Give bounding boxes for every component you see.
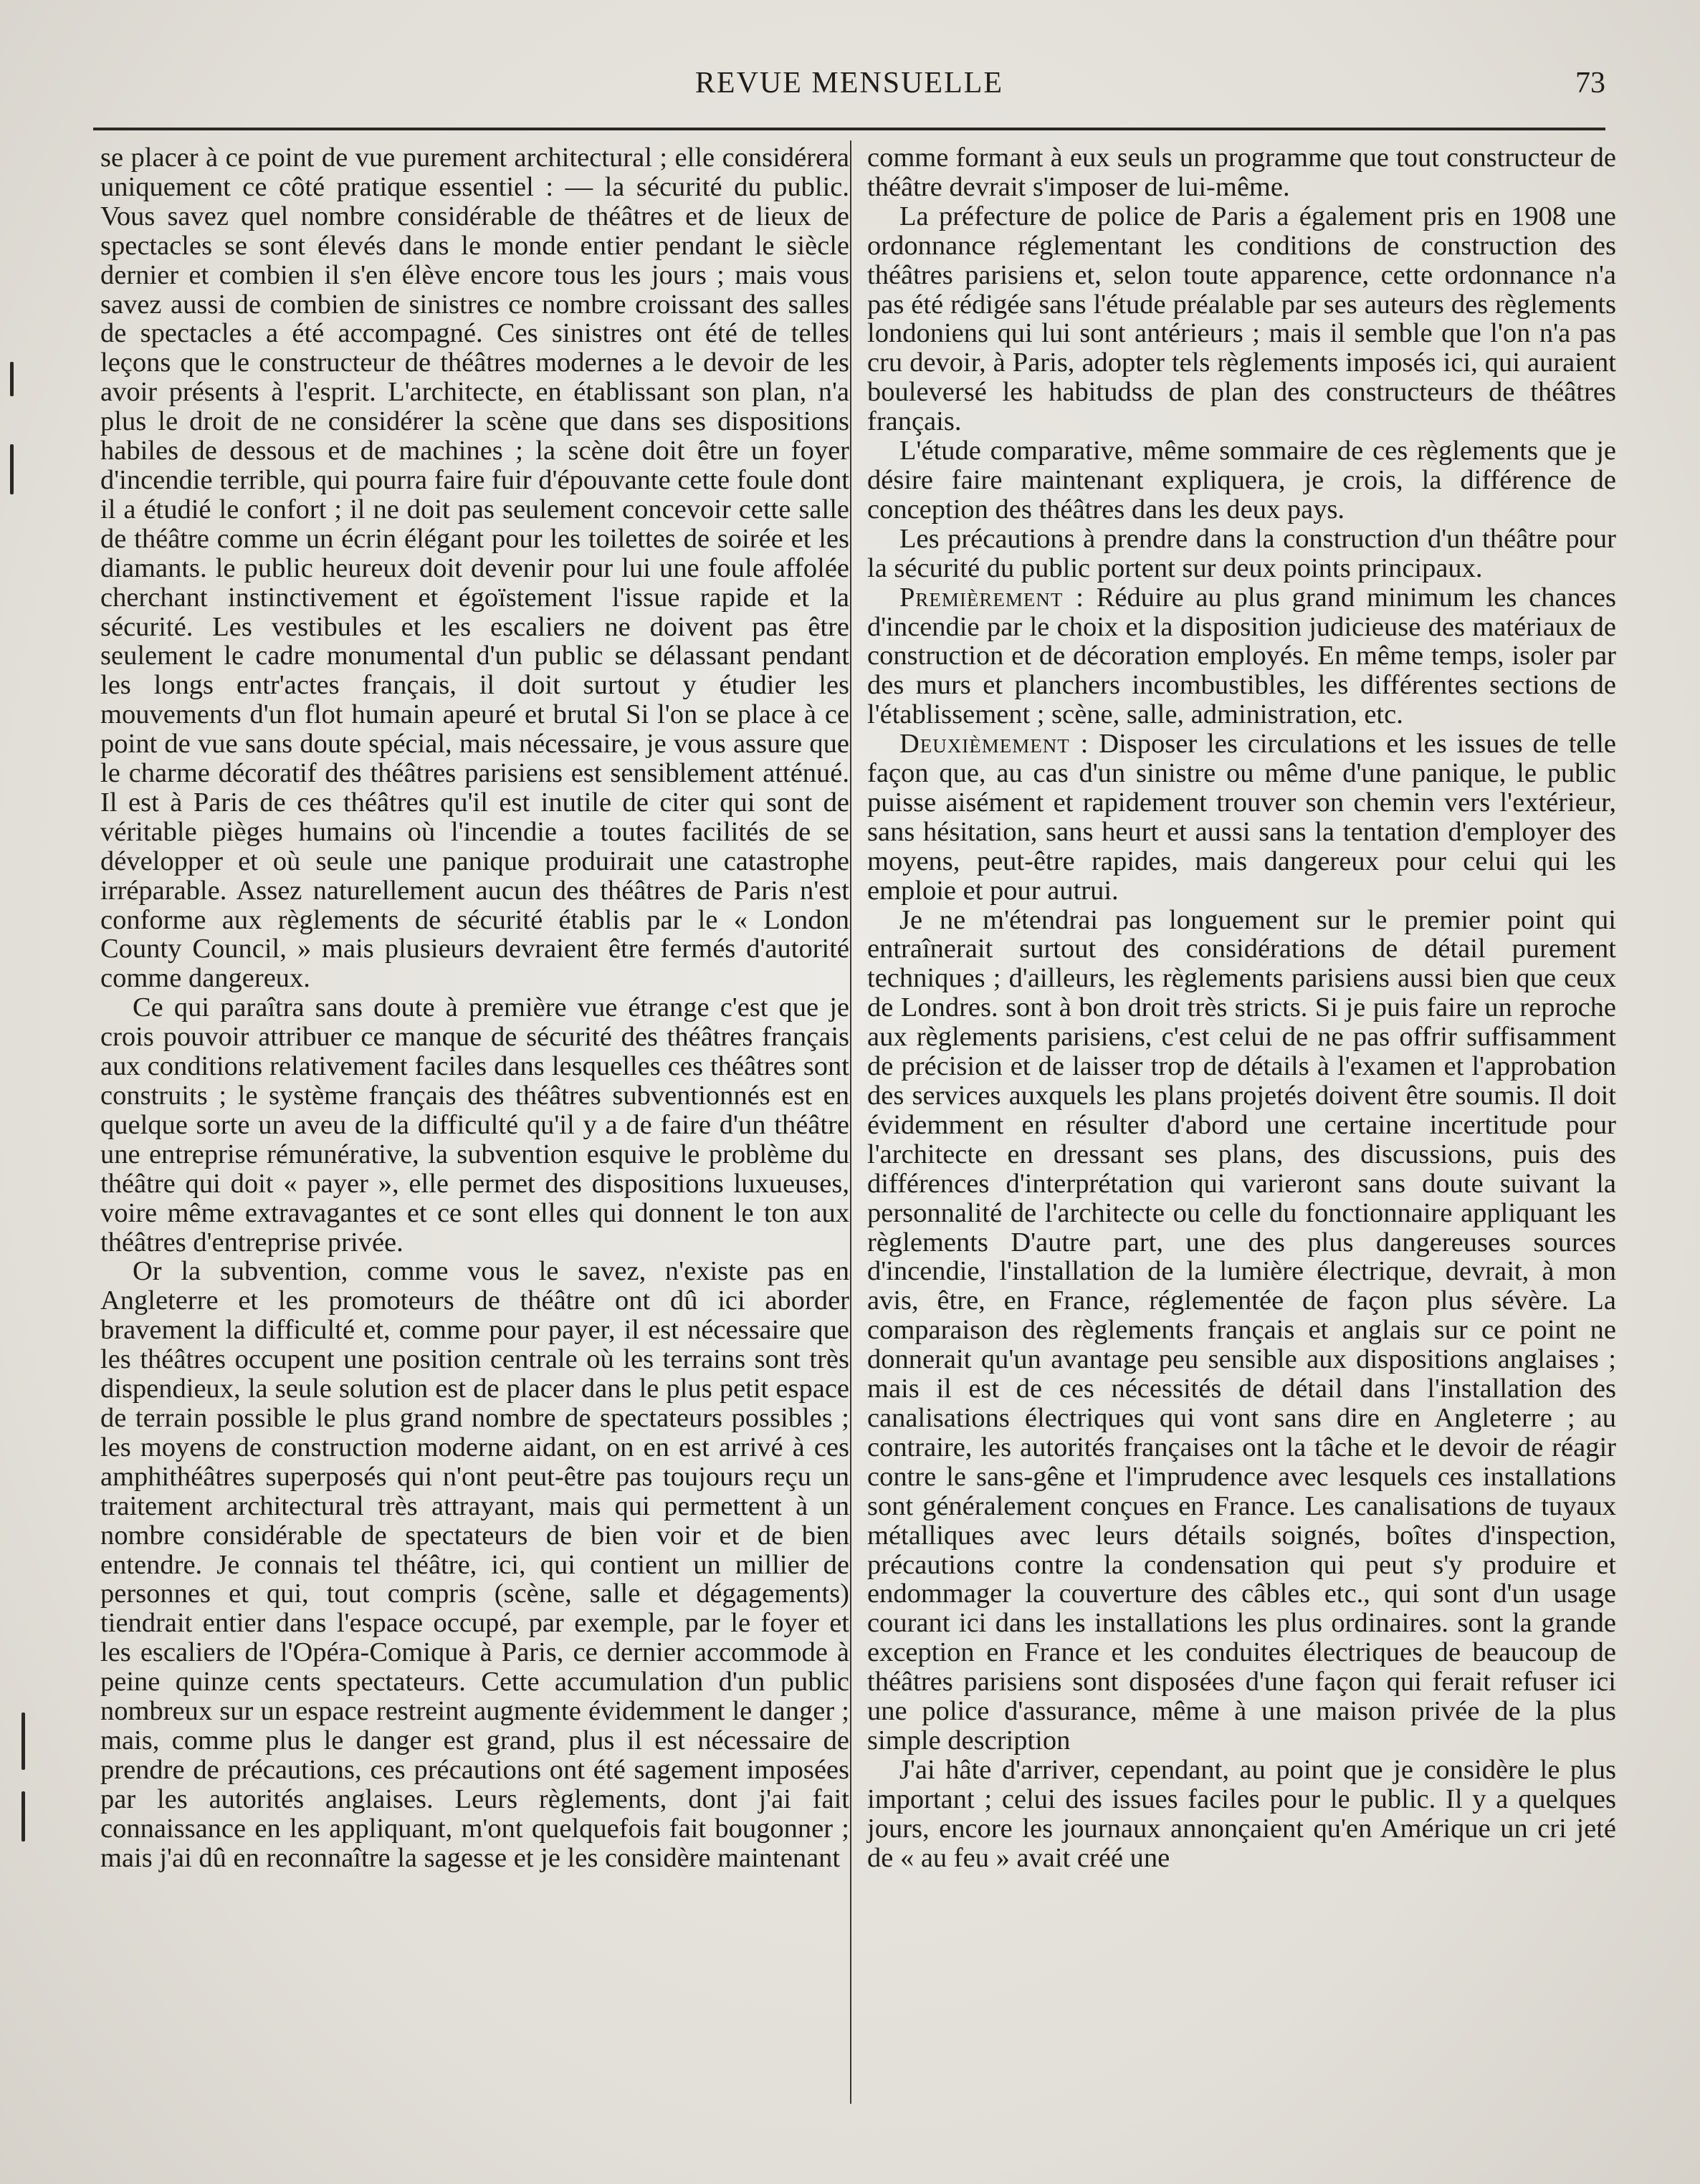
paragraph: La préfecture de police de Paris a également pris en 1908 une ordonnance réglementant les conditions de construction des théâtres parisiens et, selon toute apparence, cette ordonnance n'a pas été rédigée sans l'étude préalable par ses auteurs des règlements londoniens qui lui sont antérieurs ; mais il semble que l'on n'a pas cru devoir, à Paris, adopter tels règlements imposés ici, qui auraient bouleversé les habitudss de plan des constructeurs de théâtres français. (867, 201, 1616, 437)
paragraph-deuxiemement (867, 729, 1616, 905)
paragraph: se placer à ce point de vue purement architectural ; elle considérera uniquement ce côté pratique essentiel : — la sécurité du public. Vous savez quel nombre considérable de théâtres et de lieux de spectacles se sont élevés dans le monde entier pendant le siècle dernier et combien il s'en élève encore tous les jours ; mais vous savez aussi de combien de sinistres ce nombre croissant des salles de spectacles a été accompagné. Ces sinistres ont été de telles leçons que le constructeur de théâtres modernes a le devoir de les avoir présents à l'esprit. L'architecte, en établissant son plan, n'a plus le droit de ne considérer la scène que dans ses dispositions habiles de dessous et de machines ; la scène doit être un foyer d'incendie terrible, qui pourra faire fuir d'épouvante cette foule dont il a étudié le confort ; il ne doit pas seulement concevoir cette salle de théâtre comme un écrin élégant pour les toilettes de soirée et les diamants. le public heureux doit devenir pour lui une foule affolée cherchant instinctivement et égoïstement l'issue rapide et la sécurité. Les vestibules et les escaliers ne doivent pas être seulement le cadre monumental d'un public se délassant pendant les longs entr'actes français, il doit surtout y étudier les mouvements d'un flot humain apeuré et brutal Si l'on se place à ce point de vue sans doute spécial, mais nécessaire, je vous assure que le charme décoratif des théâtres parisiens est sensiblement atténué. Il est à Paris de ces théâtres qu'il est inutile de citer qui sont de véritable pièges humains où l'incendie a toutes facilités de se développer et où seule une panique produirait une catastrophe irréparable. Assez naturellement aucun des théâtres de Paris n'est conforme aux règlements de sécurité établis par le « London County Council, » mais plusieurs devraient être fermés d'autorité comme dangereux. (100, 143, 849, 994)
right-column (867, 143, 1616, 1872)
paragraph: Ce qui paraîtra sans doute à première vue étrange c'est que je crois pouvoir attribuer ce manque de sécurité des théâtres français aux conditions relativement faciles dans lesquelles ces théâtres sont construits ; le système français des théâtres subventionnés est en quelque sorte un aveu de la difficulté qu'il y a de faire d'un théâtre une entreprise rémunérative, la subvention esquive le problème du théâtre qui doit « payer », elle permet des dispositions luxueuses, voire même extravagantes et ce sont elles qui donnent le ton aux théâtres d'entreprise privée. (100, 992, 849, 1258)
paragraph: L'étude comparative, même sommaire de ces règlements que je désire faire maintenant expliquera, je crois, la différence de conception des théâtres dans les deux pays. (867, 436, 1616, 525)
paragraph: Or la subvention, comme vous le savez, n'existe pas en Angleterre et les promoteurs de théâtre ont dû ici aborder bravement la difficulté et, comme pour payer, il est nécessaire que les théâtres occupent une position centrale où les terrains sont très dispendieux, la seule solution est de placer dans le plus petit espace de terrain possible le plus grand nombre de spectateurs possibles ; les moyens de construction moderne aidant, on en est arrivé à ces amphithéâtres superposés qui n'ont peut-être pas toujours reçu un traitement architectural très attrayant, mais qui permettent à un nombre considérable de spectateurs de bien voir et de bien entendre. Je connais tel théâtre, ici, qui contient un millier de personnes et qui, tout compris (scène, salle et dégagements) tiendrait entier dans l'espace occupé, par exemple, par le foyer et les escaliers de l'Opéra-Comique à Paris, ce dernier accommode à peine quinze cents spectateurs. Cette accumulation d'un public nombreux sur un espace restreint augmente évidemment le danger ; mais, comme plus le danger est grand, plus il est nécessaire de prendre de précautions, ces précautions ont été sagement imposées par les autorités anglaises. Leurs règlements, dont j'ai fait connaissance en les appliquant, m'ont quelquefois fait bougonner ; mais j'ai dû en reconnaître la sagesse et je les considère maintenant (100, 1256, 849, 1873)
margin-mark (10, 362, 14, 396)
margin-mark (10, 444, 14, 494)
running-title: REVUE MENSUELLE (694, 67, 1004, 100)
section-label: Deuxièmement : (899, 729, 1089, 760)
paragraph-text: Disposer les circulations et les issues de telle façon que, au cas d'un sinistre ou même d'une panique, le public puisse aisément et rapidement trouver son chemin vers l'extérieur, sans hésitation, sans heurt et aussi sans la tentation d'employer des moyens, peut-être rapides, mais dangereux pour celui qui les emploie et pour autrui. (867, 729, 1616, 906)
section-label: Premièrement : (899, 582, 1084, 613)
column-divider (850, 140, 851, 2104)
header-rule (93, 128, 1605, 130)
margin-mark (22, 1791, 25, 1841)
paragraph: Les précautions à prendre dans la construction d'un théâtre pour la sécurité du public portent sur deux points principaux. (867, 523, 1616, 583)
margin-mark (22, 1713, 25, 1770)
paragraph: Je ne m'étendrai pas longuement sur le premier point qui entraînerait surtout des considérations de détail purement techniques ; d'ailleurs, les règlements parisiens aussi bien que ceux de Londres. sont à bon droit très stricts. Si je puis faire un reproche aux règlements parisiens, c'est celui de ne pas offrir suffisamment de précision et de laisser trop de détails à l'examen et l'approbation des services auxquels les plans projetés doivent être soumis. Il doit évidemment en résulter d'abord une certaine incertitude pour l'architecte en dressant ses plans, des discussions, puis des différences d'interprétation qui varieront sans doute suivant la personnalité de l'architecte ou celle du fonctionnaire appliquant les règlements D'autre part, une des plus dangereuses sources d'incendie, l'installation de la lumière électrique, devrait, à mon avis, être, en France, réglementée de façon plus sévère. La comparaison des règlements français et anglais sur ce point ne donnerait qu'un avantage peu sensible aux dispositions anglaises ; mais il est de ces nécessités de détail dans l'installation des canalisations électriques qui vont sans dire en Angleterre ; au contraire, les autorités françaises ont la tâche et le devoir de réagir contre le sans-gêne et l'imprudence avec lesquels ces installations sont généralement conçues en France. Les canalisations de tuyaux métalliques avec leurs détails soignés, boîtes d'inspection, précautions contre la condensation qui peut s'y produire et endommager la couverture des câbles etc., qui sont d'un usage courant ici dans les installations les plus ordinaires. sont la grande exception en France et les conduites électriques de beaucoup de théâtres parisiens sont disposées d'une façon qui ferait refuser ici une police d'assurance, même à une maison privée de la plus simple description (867, 904, 1616, 1756)
paragraph-premierement (867, 583, 1616, 730)
page-header (93, 66, 1605, 116)
paragraph: comme formant à eux seuls un programme que tout constructeur de théâtre devrait s'imposer de lui-même. (867, 143, 1616, 202)
paragraph: J'ai hâte d'arriver, cependant, au point que je considère le plus important ; celui des issues faciles pour le public. Il y a quelques jours, encore les journaux annonçaient qu'en Amérique un cri jeté de « au feu » avait créé une (867, 1754, 1616, 1873)
paragraph-text: Réduire au plus grand minimum les chances d'incendie par le choix et la disposition judicieuse des matériaux de construction et de décoration employés. En même temps, isoler par des murs et planchers incombustibles, les différentes sections de l'établissement ; scène, salle, administration, etc. (867, 582, 1617, 730)
page-number: 73 (1575, 67, 1605, 100)
left-column (100, 143, 849, 1872)
